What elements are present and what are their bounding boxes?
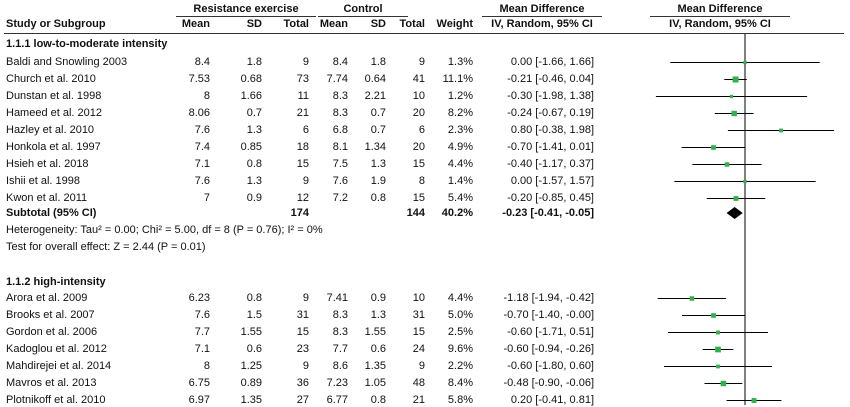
exp-mean: 8: [203, 90, 210, 102]
study-name: Mahdirejei et al. 2014: [6, 360, 112, 372]
mean-difference-ci: -0.24 [-0.67, 0.19]: [507, 107, 594, 119]
ctrl-sd: 1.55: [364, 326, 386, 338]
ctrl-total: 31: [412, 309, 425, 321]
exp-mean: 7.1: [194, 158, 210, 170]
ctrl-total: 15: [412, 326, 425, 338]
ctrl-total: 48: [412, 377, 425, 389]
point-estimate: [711, 313, 716, 318]
subgroup-title: 1.1.2 high-intensity: [6, 276, 106, 288]
header-mean2: Mean: [319, 18, 348, 30]
ctrl-sd: 0.64: [364, 73, 386, 85]
header-study: Study or Subgroup: [6, 18, 106, 30]
exp-sd: 0.68: [240, 73, 262, 85]
subtotal-n2: 144: [406, 207, 425, 219]
exp-sd: 0.8: [246, 292, 262, 304]
mean-difference-ci: -0.70 [-1.40, -0.00]: [503, 309, 594, 321]
ctrl-mean: 7.23: [326, 377, 348, 389]
weight: 1.3%: [447, 56, 473, 68]
exp-total: 9: [302, 175, 309, 187]
header-sd2: SD: [370, 18, 386, 30]
overall-effect-text: Test for overall effect: Z = 2.44 (P = 0.01): [6, 241, 206, 253]
header-weight: Weight: [436, 18, 473, 30]
exp-total: 18: [296, 141, 309, 153]
ctrl-sd: 0.9: [370, 292, 386, 304]
point-estimate: [731, 111, 736, 116]
point-estimate: [734, 196, 739, 201]
study-name: Hameed et al. 2012: [6, 107, 103, 119]
exp-total: 9: [302, 292, 309, 304]
ctrl-sd: 2.21: [364, 90, 386, 102]
exp-sd: 1.5: [246, 309, 262, 321]
ctrl-mean: 8.4: [332, 56, 348, 68]
weight: 2.3%: [447, 124, 473, 136]
exp-mean: 7.4: [194, 141, 210, 153]
weight: 1.4%: [447, 175, 473, 187]
exp-sd: 1.3: [246, 124, 262, 136]
exp-total: 12: [296, 192, 309, 204]
ctrl-mean: 8.3: [332, 90, 348, 102]
exp-mean: 7.6: [194, 175, 210, 187]
ctrl-mean: 8.3: [332, 326, 348, 338]
weight: 4.4%: [447, 292, 473, 304]
ctrl-mean: 7.74: [326, 73, 348, 85]
point-estimate: [721, 381, 726, 386]
exp-sd: 1.55: [240, 326, 262, 338]
exp-total: 15: [296, 158, 309, 170]
mean-difference-ci: -0.21 [-0.46, 0.04]: [507, 73, 594, 85]
header-mean1: Mean: [181, 18, 210, 30]
exp-mean: 8.06: [188, 107, 210, 119]
ctrl-total: 6: [418, 124, 425, 136]
ctrl-mean: 7.5: [332, 158, 348, 170]
ctrl-sd: 1.3: [370, 309, 386, 321]
mean-difference-ci: -0.70 [-1.41, 0.01]: [507, 141, 594, 153]
weight: 8.2%: [447, 107, 473, 119]
study-name: Gordon et al. 2006: [6, 326, 98, 338]
exp-sd: 0.6: [246, 343, 262, 355]
weight: 5.8%: [447, 394, 473, 406]
ctrl-sd: 0.8: [370, 192, 386, 204]
ctrl-sd: 1.9: [370, 175, 386, 187]
exp-mean: 7.6: [194, 309, 210, 321]
point-estimate: [752, 398, 757, 403]
weight: 2.5%: [447, 326, 473, 338]
weight: 1.2%: [447, 90, 473, 102]
ctrl-total: 10: [412, 90, 425, 102]
mean-difference-ci: -0.60 [-1.71, 0.51]: [507, 326, 594, 338]
ctrl-mean: 7.2: [332, 192, 348, 204]
weight: 5.4%: [447, 192, 473, 204]
ctrl-sd: 1.35: [364, 360, 386, 372]
point-estimate: [690, 296, 695, 301]
ctrl-mean: 8.6: [332, 360, 348, 372]
study-name: Arora et al. 2009: [6, 292, 88, 304]
mean-difference-ci: 0.20 [-0.41, 0.81]: [510, 394, 594, 406]
point-estimate: [743, 180, 746, 183]
mean-difference-ci: 0.00 [-1.57, 1.57]: [510, 175, 594, 187]
ctrl-total: 9: [418, 56, 425, 68]
subgroup-title: 1.1.1 low-to-moderate intensity: [6, 38, 168, 50]
exp-sd: 1.25: [240, 360, 262, 372]
header-group-md-plot: Mean Difference: [677, 3, 763, 15]
ctrl-sd: 0.8: [370, 394, 386, 406]
point-estimate: [711, 145, 716, 150]
mean-difference-ci: -0.60 [-1.80, 0.60]: [507, 360, 594, 372]
exp-sd: 1.8: [246, 56, 262, 68]
subtotal-weight: 40.2%: [441, 207, 473, 219]
header-total2: Total: [399, 18, 425, 30]
study-name: Kwon et al. 2011: [6, 192, 88, 204]
study-name: Plotnikoff et al. 2010: [6, 394, 106, 406]
exp-total: 36: [296, 377, 309, 389]
ctrl-sd: 1.34: [364, 141, 386, 153]
ctrl-mean: 7.41: [326, 292, 348, 304]
ctrl-total: 15: [412, 158, 425, 170]
ctrl-sd: 1.05: [364, 377, 386, 389]
subtotal-ci: -0.23 [-0.41, -0.05]: [502, 207, 594, 219]
exp-mean: 6.97: [188, 394, 210, 406]
header-sd1: SD: [246, 18, 262, 30]
header-total1: Total: [283, 18, 309, 30]
exp-total: 73: [296, 73, 309, 85]
exp-sd: 1.35: [240, 394, 262, 406]
ctrl-total: 20: [412, 141, 425, 153]
exp-sd: 0.89: [240, 377, 262, 389]
ctrl-mean: 6.77: [326, 394, 348, 406]
weight: 4.9%: [447, 141, 473, 153]
exp-total: 11: [297, 90, 309, 102]
exp-sd: 0.7: [246, 107, 262, 119]
study-name: Hazley et al. 2010: [6, 124, 95, 136]
ctrl-total: 8: [418, 175, 425, 187]
subtotal-diamond: [727, 207, 743, 219]
exp-sd: 1.66: [240, 90, 262, 102]
point-estimate: [733, 77, 739, 83]
study-name: Honkola et al. 1997: [6, 141, 101, 153]
ctrl-total: 10: [412, 292, 425, 304]
ctrl-sd: 0.7: [370, 124, 386, 136]
exp-mean: 8.4: [194, 56, 210, 68]
header-method-plot: IV, Random, 95% CI: [669, 18, 771, 30]
mean-difference-ci: -0.40 [-1.17, 0.37]: [507, 158, 594, 170]
exp-total: 9: [302, 56, 309, 68]
ctrl-total: 9: [418, 360, 425, 372]
study-name: Hsieh et al. 2018: [6, 158, 89, 170]
ctrl-mean: 8.3: [332, 309, 348, 321]
study-name: Dunstan et al. 1998: [6, 90, 102, 102]
ctrl-total: 24: [412, 343, 425, 355]
exp-sd: 0.85: [240, 141, 262, 153]
exp-total: 31: [296, 309, 309, 321]
study-name: Mavros et al. 2013: [6, 377, 97, 389]
mean-difference-ci: -0.60 [-0.94, -0.26]: [503, 343, 594, 355]
mean-difference-ci: -0.20 [-0.85, 0.45]: [507, 192, 594, 204]
study-name: Church et al. 2010: [6, 73, 96, 85]
exp-sd: 1.3: [246, 175, 262, 187]
exp-total: 23: [296, 343, 309, 355]
weight: 11.1%: [442, 73, 473, 85]
exp-sd: 0.9: [246, 192, 262, 204]
header-group-md: Mean Difference: [499, 3, 585, 15]
point-estimate: [716, 331, 720, 335]
header-method: IV, Random, 95% CI: [491, 18, 593, 30]
exp-mean: 8: [203, 360, 210, 372]
exp-mean: 7.7: [194, 326, 210, 338]
ctrl-total: 21: [412, 394, 425, 406]
exp-sd: 0.8: [246, 158, 262, 170]
mean-difference-ci: -0.30 [-1.98, 1.38]: [507, 90, 594, 102]
ctrl-total: 20: [412, 107, 425, 119]
header-group-ctrl: Control: [343, 3, 383, 15]
mean-difference-ci: 0.00 [-1.66, 1.66]: [510, 56, 594, 68]
exp-mean: 7.1: [194, 343, 210, 355]
exp-mean: 6.23: [188, 292, 210, 304]
exp-mean: 7.53: [188, 73, 210, 85]
ctrl-mean: 8.3: [332, 107, 348, 119]
ctrl-mean: 6.8: [332, 124, 348, 136]
ctrl-sd: 0.6: [370, 343, 386, 355]
ctrl-sd: 1.3: [370, 158, 386, 170]
point-estimate: [725, 162, 730, 167]
weight: 2.2%: [447, 360, 473, 372]
exp-mean: 6.75: [188, 377, 210, 389]
heterogeneity-text: Heterogeneity: Tau² = 0.00; Chi² = 5.00, df = 8 (P = 0.76); I² = 0%: [6, 224, 323, 236]
ctrl-total: 41: [412, 73, 425, 85]
weight: 9.6%: [447, 343, 473, 355]
exp-total: 27: [296, 394, 309, 406]
exp-mean: 7.6: [194, 124, 210, 136]
mean-difference-ci: 0.80 [-0.38, 1.98]: [510, 124, 594, 136]
subtotal-label: Subtotal (95% CI): [6, 207, 97, 219]
weight: 5.0%: [447, 309, 473, 321]
exp-mean: 7: [203, 192, 210, 204]
point-estimate: [715, 347, 721, 353]
point-estimate: [743, 61, 746, 64]
weight: 8.4%: [447, 377, 473, 389]
header-group-exp: Resistance exercise: [193, 3, 299, 15]
mean-difference-ci: -1.18 [-1.94, -0.42]: [503, 292, 594, 304]
point-estimate: [779, 129, 783, 133]
point-estimate: [716, 365, 720, 369]
study-name: Brooks et al. 2007: [6, 309, 95, 321]
exp-total: 21: [296, 107, 309, 119]
ctrl-mean: 7.6: [332, 175, 348, 187]
exp-total: 9: [302, 360, 309, 372]
ctrl-sd: 0.7: [370, 107, 386, 119]
weight: 4.4%: [447, 158, 473, 170]
study-name: Baldi and Snowling 2003: [6, 56, 128, 68]
ctrl-mean: 7.7: [332, 343, 348, 355]
study-name: Ishii et al. 1998: [6, 175, 80, 187]
study-name: Kadoglou et al. 2012: [6, 343, 107, 355]
mean-difference-ci: -0.48 [-0.90, -0.06]: [503, 377, 594, 389]
ctrl-total: 15: [412, 192, 425, 204]
subtotal-n1: 174: [290, 207, 309, 219]
exp-total: 15: [296, 326, 309, 338]
exp-total: 6: [302, 124, 309, 136]
ctrl-mean: 8.1: [332, 141, 348, 153]
ctrl-sd: 1.8: [370, 56, 386, 68]
point-estimate: [730, 95, 733, 98]
